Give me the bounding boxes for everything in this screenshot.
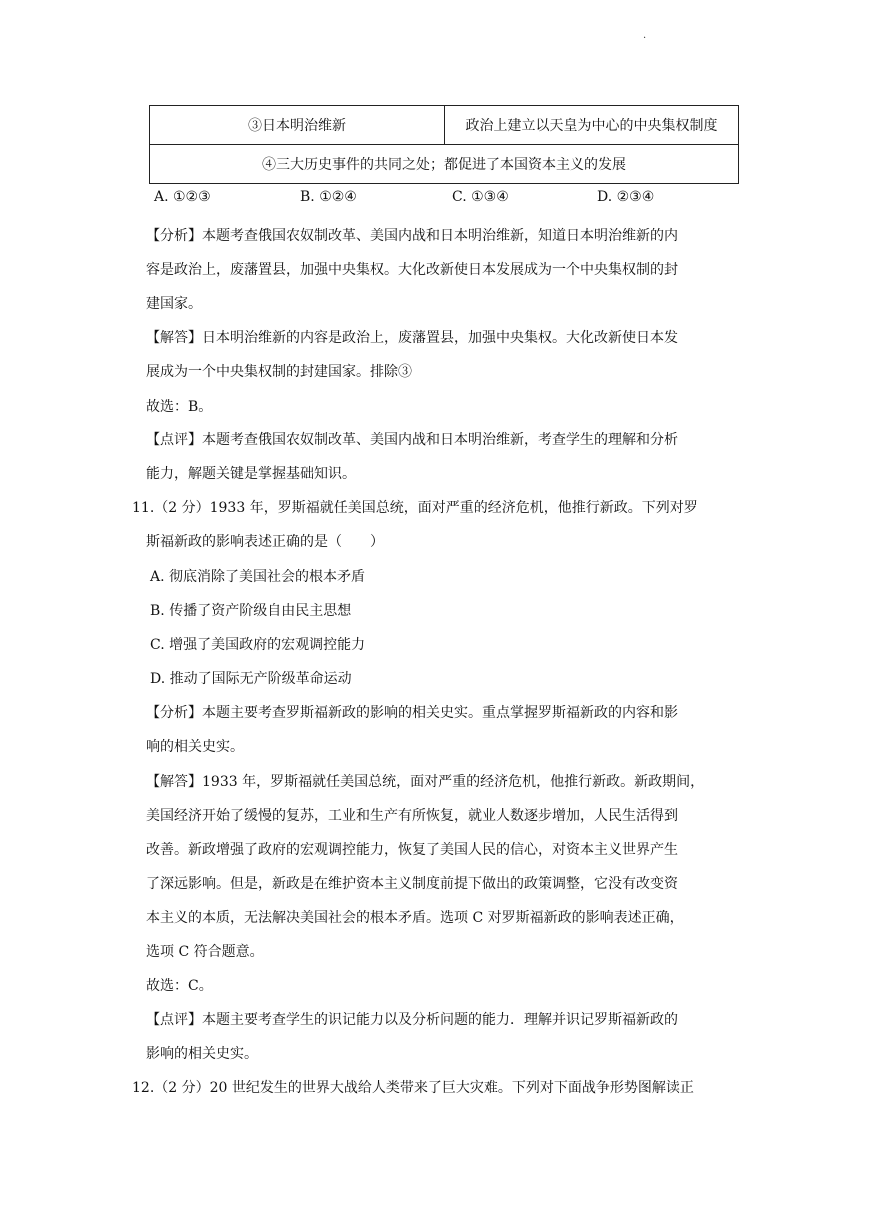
q11-answer-line: 选项 C 符合题意。 [146,944,264,960]
q11-option-a: A. 彻底消除了美国社会的根本矛盾 [150,569,366,585]
q10-comment-line: 【点评】本题考查俄国农奴制改革、美国内战和日本明治维新，考查学生的理解和分析 [146,432,678,448]
table-row [150,145,739,184]
q12-stem-line: 12.（2 分）20 世纪发生的世界大战给人类带来了巨大灾难。下列对下面战争形势图解读正 [132,1080,694,1096]
table-cell: ④三大历史事件的共同之处；都促进了本国资本主义的发展 [150,145,739,184]
q10-answer-line: 展成为一个中央集权制的封建国家。排除③ [146,364,412,380]
q11-stem-line: 斯福新政的影响表述正确的是（ ） [146,534,384,550]
q11-comment-line: 影响的相关史实。 [146,1046,258,1062]
q10-analysis-line: 【分析】本题考查俄国农奴制改革、美国内战和日本明治维新，知道日本明治维新的内 [146,228,678,244]
q10-comment-line: 能力，解题关键是掌握基础知识。 [146,466,356,482]
table-row [150,106,739,145]
q11-option-b: B. 传播了资产阶级自由民主思想 [150,603,352,619]
header-mark: . [643,30,647,41]
q11-comment-line: 【点评】本题主要考查学生的识记能力以及分析问题的能力．理解并识记罗斯福新政的 [146,1012,678,1028]
q10-option-b: B. ①②④ [300,189,357,205]
q10-analysis-line: 建国家。 [146,296,202,312]
q11-analysis-line: 【分析】本题主要考查罗斯福新政的影响的相关史实。重点掌握罗斯福新政的内容和影 [146,705,678,721]
q10-option-d: D. ②③④ [597,189,655,205]
q10-analysis-line: 容是政治上，废藩置县，加强中央集权。大化改新使日本发展成为一个中央集权制的封 [146,262,678,278]
table-cell: 政治上建立以天皇为中心的中央集权制度 [445,106,739,145]
q10-option-c: C. ①③④ [452,189,509,205]
q11-answer-line: 了深远影响。但是，新政是在维护资本主义制度前提下做出的政策调整，它没有改变资 [146,876,678,892]
table-cell: ③日本明治维新 [150,106,445,145]
q10-choice: 故选：B。 [146,399,213,415]
q11-stem-line: 11.（2 分）1933 年，罗斯福就任美国总统，面对严重的经济危机，他推行新政。下列对罗 [132,500,698,516]
q11-option-c: C. 增强了美国政府的宏观调控能力 [150,637,366,653]
q11-answer-line: 【解答】1933 年，罗斯福就任美国总统，面对严重的经济危机，他推行新政。新政期间， [146,774,705,790]
q11-answer-line: 本主义的本质，无法解决美国社会的根本矛盾。选项 C 对罗斯福新政的影响表述正确， [146,910,684,926]
q10-option-a: A. ①②③ [154,189,211,205]
q11-answer-line: 改善。新政增强了政府的宏观调控能力，恢复了美国人民的信心，对资本主义世界产生 [146,842,678,858]
q11-choice: 故选：C。 [146,978,213,994]
q11-answer-line: 美国经济开始了缓慢的复苏，工业和生产有所恢复，就业人数逐步增加，人民生活得到 [146,808,678,824]
q10-answer-line: 【解答】日本明治维新的内容是政治上，废藩置县，加强中央集权。大化改新使日本发 [146,330,678,346]
q11-option-d: D. 推动了国际无产阶级革命运动 [150,671,352,687]
comparison-table [149,105,739,184]
q11-analysis-line: 响的相关史实。 [146,739,244,755]
